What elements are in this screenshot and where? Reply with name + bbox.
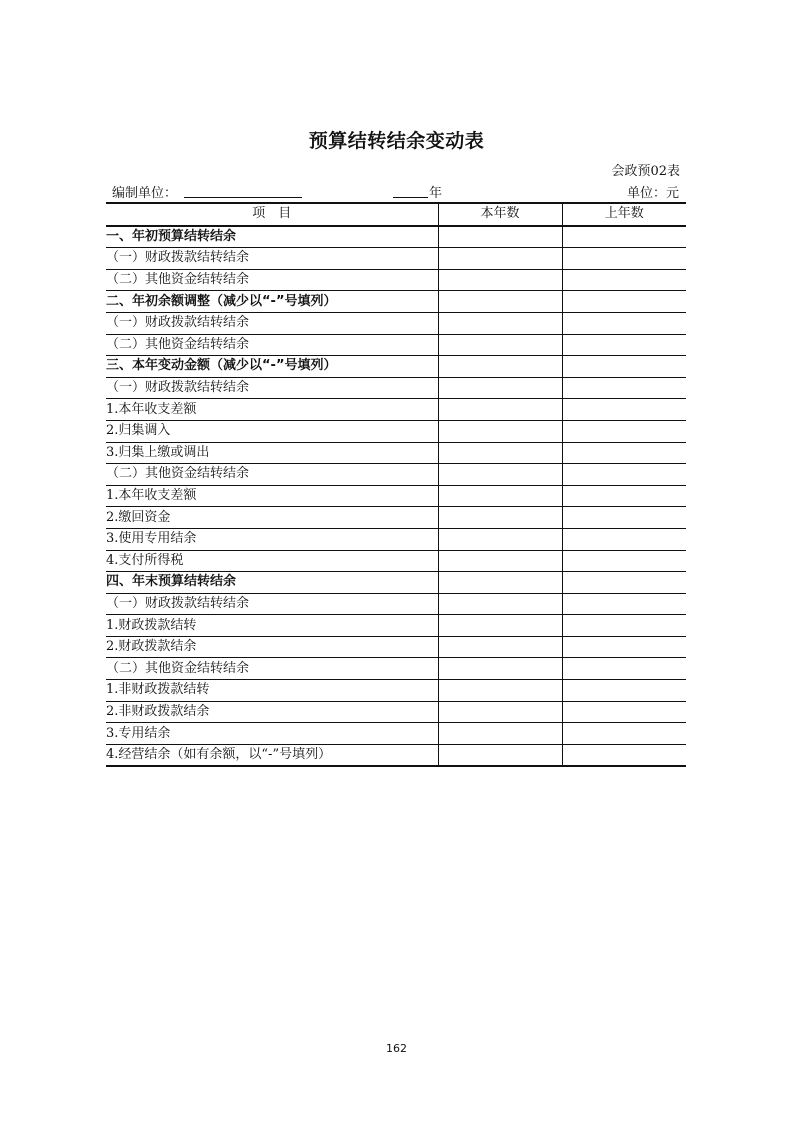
- previous-year-cell: [562, 507, 686, 529]
- current-year-cell: [438, 399, 562, 421]
- previous-year-cell: [562, 593, 686, 615]
- current-year-cell: [438, 312, 562, 334]
- current-year-cell: [438, 615, 562, 637]
- table-row: [106, 226, 686, 248]
- table-row: [106, 248, 686, 270]
- current-year-cell: [438, 291, 562, 313]
- row-label: 一、年初预算结转结余: [106, 226, 438, 248]
- row-label: 3.专用结余: [106, 723, 438, 745]
- table-row: [106, 658, 686, 680]
- table-row: [106, 636, 686, 658]
- header-current-year: 本年数: [438, 203, 562, 226]
- year-label: 年: [429, 186, 443, 201]
- table-row: [106, 269, 686, 291]
- previous-year-cell: [562, 464, 686, 486]
- table-row: [106, 572, 686, 594]
- row-label: （二）其他资金结转结余: [106, 269, 438, 291]
- table-row: [106, 291, 686, 313]
- row-label: 1.财政拨款结转: [106, 615, 438, 637]
- previous-year-cell: [562, 269, 686, 291]
- previous-year-cell: [562, 572, 686, 594]
- table-row: [106, 399, 686, 421]
- row-label: 4.经营结余（如有余额，以“-”号填列）: [106, 744, 438, 766]
- previous-year-cell: [562, 701, 686, 723]
- table-row: [106, 593, 686, 615]
- previous-year-cell: [562, 528, 686, 550]
- row-label: 2.归集调入: [106, 420, 438, 442]
- current-year-cell: [438, 464, 562, 486]
- current-year-cell: [438, 420, 562, 442]
- table-row: [106, 312, 686, 334]
- previous-year-cell: [562, 420, 686, 442]
- current-year-cell: [438, 723, 562, 745]
- current-year-cell: [438, 442, 562, 464]
- table-row: [106, 680, 686, 702]
- current-year-cell: [438, 572, 562, 594]
- table-row: [106, 356, 686, 378]
- current-year-cell: [438, 658, 562, 680]
- table-row: [106, 464, 686, 486]
- previous-year-cell: [562, 312, 686, 334]
- previous-year-cell: [562, 248, 686, 270]
- row-label: 1.本年收支差额: [106, 399, 438, 421]
- table-row: [106, 723, 686, 745]
- reporting-unit-label: 编制单位：: [112, 186, 178, 201]
- row-label: 3.使用专用结余: [106, 528, 438, 550]
- table-row: [106, 550, 686, 572]
- row-label: 4.支付所得税: [106, 550, 438, 572]
- table-row: [106, 701, 686, 723]
- previous-year-cell: [562, 485, 686, 507]
- table-row: [106, 507, 686, 529]
- row-label: 1.非财政拨款结转: [106, 680, 438, 702]
- table-row: [106, 744, 686, 766]
- current-year-cell: [438, 550, 562, 572]
- previous-year-cell: [562, 658, 686, 680]
- current-year-cell: [438, 248, 562, 270]
- current-year-cell: [438, 507, 562, 529]
- form-code: 会政预02表: [611, 164, 680, 179]
- row-label: （二）其他资金结转结余: [106, 658, 438, 680]
- table-header-row: [106, 203, 686, 226]
- row-label: 2.缴回资金: [106, 507, 438, 529]
- current-year-cell: [438, 680, 562, 702]
- meta-row: [112, 182, 685, 200]
- current-year-cell: [438, 701, 562, 723]
- table-row: [106, 442, 686, 464]
- table-row: [106, 528, 686, 550]
- currency-unit-label: 单位：元: [626, 186, 679, 201]
- page-number: 162: [386, 1042, 407, 1055]
- current-year-cell: [438, 636, 562, 658]
- current-year-cell: [438, 226, 562, 248]
- year-blank: [393, 197, 428, 198]
- row-label: 1.本年收支差额: [106, 485, 438, 507]
- previous-year-cell: [562, 334, 686, 356]
- current-year-cell: [438, 485, 562, 507]
- previous-year-cell: [562, 615, 686, 637]
- previous-year-cell: [562, 744, 686, 766]
- row-label: （二）其他资金结转结余: [106, 464, 438, 486]
- table-row: [106, 485, 686, 507]
- previous-year-cell: [562, 442, 686, 464]
- row-label: （一）财政拨款结转结余: [106, 312, 438, 334]
- row-label: 2.财政拨款结余: [106, 636, 438, 658]
- previous-year-cell: [562, 399, 686, 421]
- row-label: 三、本年变动金额（减少以“-”号填列）: [106, 356, 438, 378]
- table-body: [106, 226, 686, 767]
- header-item: 项 目: [106, 203, 438, 226]
- row-label: （一）财政拨款结转结余: [106, 377, 438, 399]
- row-label: 3.归集上缴或调出: [106, 442, 438, 464]
- current-year-cell: [438, 269, 562, 291]
- previous-year-cell: [562, 680, 686, 702]
- previous-year-cell: [562, 291, 686, 313]
- current-year-cell: [438, 377, 562, 399]
- previous-year-cell: [562, 356, 686, 378]
- table-row: [106, 420, 686, 442]
- previous-year-cell: [562, 636, 686, 658]
- row-label: （一）财政拨款结转结余: [106, 248, 438, 270]
- budget-balance-change-table: [106, 202, 686, 767]
- table-row: [106, 615, 686, 637]
- table-row: [106, 334, 686, 356]
- row-label: 二、年初余额调整（减少以“-”号填列）: [106, 291, 438, 313]
- header-previous-year: 上年数: [562, 203, 686, 226]
- reporting-unit-blank: [184, 197, 302, 198]
- previous-year-cell: [562, 226, 686, 248]
- row-label: （一）财政拨款结转结余: [106, 593, 438, 615]
- previous-year-cell: [562, 550, 686, 572]
- row-label: （二）其他资金结转结余: [106, 334, 438, 356]
- previous-year-cell: [562, 723, 686, 745]
- current-year-cell: [438, 356, 562, 378]
- table-row: [106, 377, 686, 399]
- current-year-cell: [438, 528, 562, 550]
- row-label: 2.非财政拨款结余: [106, 701, 438, 723]
- current-year-cell: [438, 744, 562, 766]
- current-year-cell: [438, 334, 562, 356]
- previous-year-cell: [562, 377, 686, 399]
- current-year-cell: [438, 593, 562, 615]
- row-label: 四、年末预算结转结余: [106, 572, 438, 594]
- document-title: 预算结转结余变动表: [308, 130, 485, 152]
